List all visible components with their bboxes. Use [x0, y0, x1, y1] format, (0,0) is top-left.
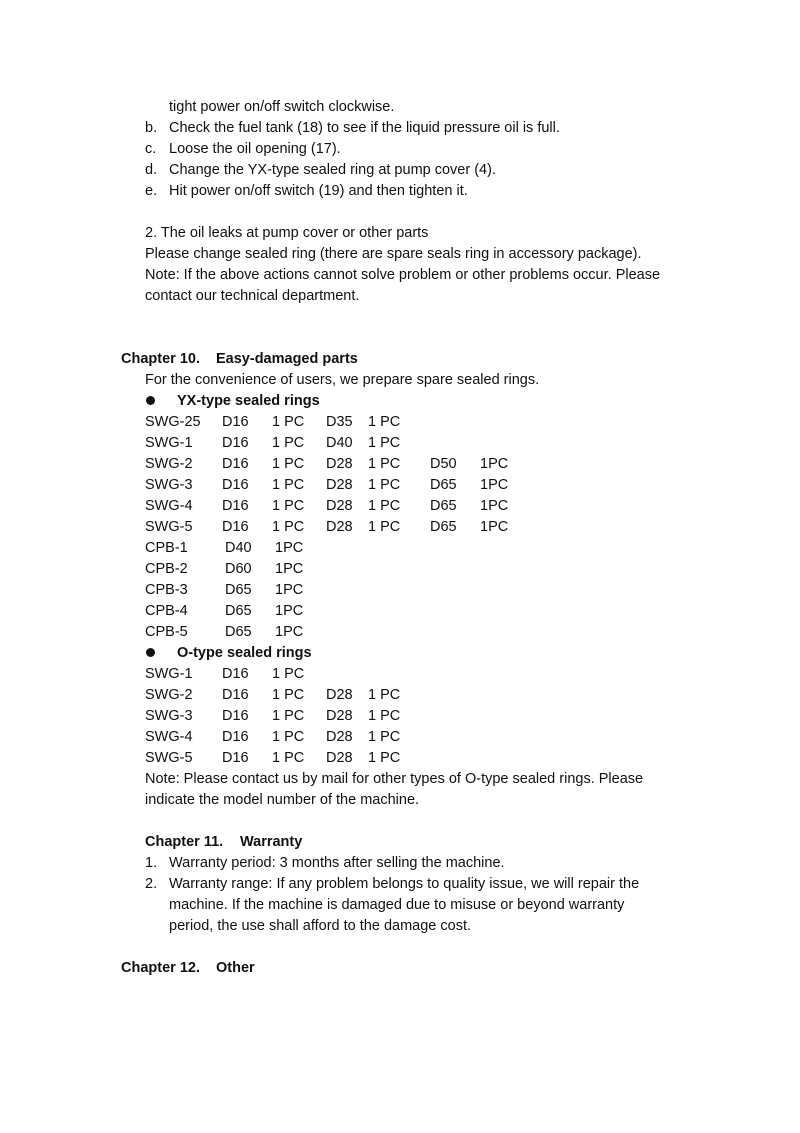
step-marker: c. — [145, 141, 157, 157]
part-model: SWG-1 — [145, 666, 193, 682]
part-model: CPB-5 — [145, 624, 188, 640]
o-heading: O-type sealed rings — [177, 645, 312, 661]
part-cell: 1 PC — [272, 498, 305, 514]
part-model: SWG-2 — [145, 687, 193, 703]
chapter-10-title: Easy-damaged parts — [216, 351, 358, 367]
part-cell: D65 — [225, 624, 252, 640]
part-cell: 1 PC — [272, 666, 305, 682]
warranty-marker: 1. — [145, 855, 158, 871]
part-cell: 1 PC — [272, 456, 305, 472]
part-model: CPB-2 — [145, 561, 188, 577]
part-cell: D16 — [222, 498, 249, 514]
part-cell: 1PC — [275, 561, 304, 577]
warranty-text: Warranty range: If any problem belongs to quality issue, we will repair the — [169, 876, 640, 892]
part-cell: 1 PC — [272, 477, 305, 493]
part-cell: 1 PC — [272, 435, 305, 451]
step-text: Hit power on/off switch (19) and then tighten it. — [169, 183, 468, 199]
part-model: SWG-25 — [145, 414, 201, 430]
part-cell: D16 — [222, 687, 249, 703]
part-cell: 1PC — [480, 456, 509, 472]
warranty-marker: 2. — [145, 876, 158, 892]
part-cell: 1 PC — [368, 498, 401, 514]
part-cell: D28 — [326, 750, 353, 766]
part-cell: D40 — [225, 540, 252, 556]
part-cell: D65 — [430, 477, 457, 493]
part-cell: 1 PC — [368, 435, 401, 451]
part-cell: 1 PC — [272, 687, 305, 703]
part-cell: 1 PC — [368, 729, 401, 745]
part-model: CPB-3 — [145, 582, 188, 598]
part-cell: 1 PC — [368, 519, 401, 535]
part-model: SWG-5 — [145, 519, 193, 535]
part-cell: 1 PC — [368, 708, 401, 724]
part-model: CPB-1 — [145, 540, 188, 556]
part-cell: 1 PC — [272, 519, 305, 535]
part-cell: D16 — [222, 708, 249, 724]
warranty-text: machine. If the machine is damaged due to misuse or beyond warranty — [169, 897, 625, 913]
part-cell: D28 — [326, 687, 353, 703]
part-cell: D28 — [326, 729, 353, 745]
part-cell: 1PC — [275, 624, 304, 640]
part-model: CPB-4 — [145, 603, 188, 619]
bullet-icon — [146, 648, 155, 657]
part-cell: 1 PC — [368, 750, 401, 766]
part-cell: 1PC — [480, 519, 509, 535]
part-cell: 1PC — [275, 540, 304, 556]
part-cell: 1PC — [480, 498, 509, 514]
part-cell: 1 PC — [368, 477, 401, 493]
step-continuation: tight power on/off switch clockwise. — [169, 99, 395, 115]
part-cell: D60 — [225, 561, 252, 577]
item-2-line: Please change sealed ring (there are spare seals ring in accessory package). — [145, 246, 642, 262]
chapter-12-number: Chapter 12. — [121, 960, 200, 976]
part-cell: D65 — [430, 519, 457, 535]
part-cell: 1 PC — [272, 414, 305, 430]
part-cell: 1 PC — [272, 708, 305, 724]
part-cell: D16 — [222, 414, 249, 430]
part-cell: D16 — [222, 729, 249, 745]
chapter-10-number: Chapter 10. — [121, 351, 200, 367]
item-2-line: contact our technical department. — [145, 288, 360, 304]
part-cell: 1 PC — [368, 414, 401, 430]
part-cell: 1PC — [275, 603, 304, 619]
part-cell: 1 PC — [368, 456, 401, 472]
step-marker: b. — [145, 120, 158, 136]
part-cell: D16 — [222, 750, 249, 766]
part-cell: 1PC — [275, 582, 304, 598]
warranty-text: Warranty period: 3 months after selling the machine. — [169, 855, 505, 871]
item-2-title: 2. The oil leaks at pump cover or other parts — [145, 225, 429, 241]
chapter-10-note: indicate the model number of the machine. — [145, 792, 420, 808]
part-cell: D28 — [326, 477, 353, 493]
step-text: Loose the oil opening (17). — [169, 141, 341, 157]
part-cell: D16 — [222, 666, 249, 682]
step-marker: e. — [145, 183, 158, 199]
chapter-11-title: Warranty — [240, 834, 303, 850]
step-text: Check the fuel tank (18) to see if the liquid pressure oil is full. — [169, 120, 560, 136]
part-model: SWG-1 — [145, 435, 193, 451]
bullet-icon — [146, 396, 155, 405]
part-cell: D28 — [326, 498, 353, 514]
chapter-10-note: Note: Please contact us by mail for other types of O-type sealed rings. Please — [145, 771, 644, 787]
part-cell: 1 PC — [272, 750, 305, 766]
chapter-11-number: Chapter 11. — [145, 834, 224, 850]
step-marker: d. — [145, 162, 158, 178]
part-cell: 1 PC — [272, 729, 305, 745]
item-2-line: Note: If the above actions cannot solve problem or other problems occur. Please — [145, 267, 661, 283]
part-cell: D16 — [222, 477, 249, 493]
part-cell: D28 — [326, 708, 353, 724]
part-model: SWG-5 — [145, 750, 193, 766]
part-cell: D16 — [222, 435, 249, 451]
part-cell: D65 — [225, 603, 252, 619]
yx-heading: YX-type sealed rings — [177, 393, 320, 409]
part-cell: D65 — [225, 582, 252, 598]
part-cell: D16 — [222, 456, 249, 472]
part-cell: D16 — [222, 519, 249, 535]
step-text: Change the YX-type sealed ring at pump cover (4). — [169, 162, 496, 178]
part-cell: D40 — [326, 435, 353, 451]
part-model: SWG-2 — [145, 456, 193, 472]
chapter-10-intro: For the convenience of users, we prepare spare sealed rings. — [145, 372, 540, 388]
part-cell: D65 — [430, 498, 457, 514]
part-cell: D28 — [326, 519, 353, 535]
part-cell: D28 — [326, 456, 353, 472]
part-cell: D50 — [430, 456, 457, 472]
part-model: SWG-3 — [145, 708, 193, 724]
warranty-text: period, the use shall afford to the damage cost. — [169, 918, 472, 934]
part-model: SWG-3 — [145, 477, 193, 493]
part-model: SWG-4 — [145, 729, 193, 745]
part-cell: D35 — [326, 414, 353, 430]
chapter-12-title: Other — [216, 960, 255, 976]
part-model: SWG-4 — [145, 498, 193, 514]
part-cell: 1 PC — [368, 687, 401, 703]
part-cell: 1PC — [480, 477, 509, 493]
